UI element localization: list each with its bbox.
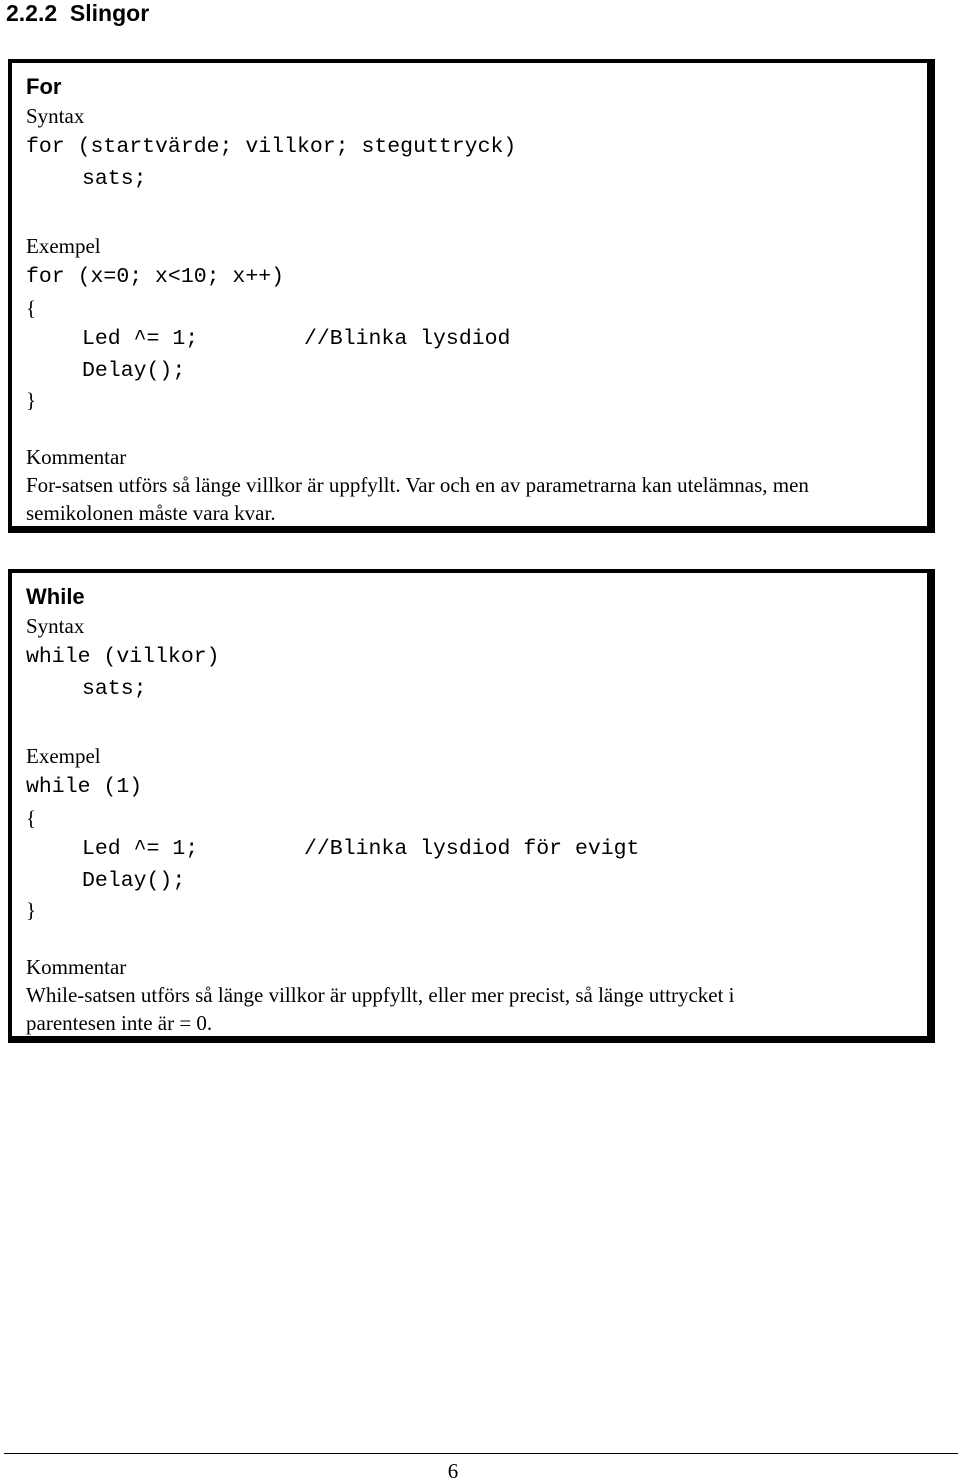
syntax-line: sats; [82, 167, 147, 191]
code-statement: Led ^= 1; [82, 837, 199, 861]
code-comment: //Blinka lysdiod [304, 327, 511, 351]
syntax-label: Syntax [26, 614, 85, 638]
example-label: Exempel [26, 744, 101, 768]
comment-text: For-satsen utförs så länge villkor är uppfyllt. Var och en av parametrarna kan utelämnas, men [26, 473, 809, 497]
code-brace-close: } [26, 898, 37, 922]
code-brace-open: { [26, 296, 37, 320]
comment-text: semikolonen måste vara kvar. [26, 501, 276, 525]
code-statement: Led ^= 1; [82, 327, 199, 351]
while-box [8, 569, 935, 1043]
comment-label: Kommentar [26, 445, 127, 469]
comment-text: While-satsen utförs så länge villkor är uppfyllt, eller mer precist, så länge uttrycket i [26, 983, 735, 1007]
comment-label: Kommentar [26, 955, 127, 979]
box-title: For [26, 74, 62, 99]
page-number: 6 [447, 1459, 459, 1483]
code-line: for (x=0; x<10; x++) [26, 265, 285, 289]
box-title: While [26, 584, 85, 609]
code-comment: //Blinka lysdiod för evigt [304, 837, 640, 861]
syntax-label: Syntax [26, 104, 85, 128]
code-statement: Delay(); [82, 359, 186, 383]
code-brace-open: { [26, 806, 37, 830]
code-line: while (1) [26, 775, 143, 799]
code-brace-close: } [26, 388, 37, 412]
comment-text: parentesen inte är = 0. [26, 1011, 213, 1035]
footer-divider [4, 1453, 958, 1454]
syntax-line: for (startvärde; villkor; steguttryck) [26, 135, 517, 159]
code-statement: Delay(); [82, 869, 186, 893]
syntax-line: while (villkor) [26, 645, 220, 669]
section-heading: 2.2.2 Slingor [6, 0, 150, 26]
for-box [8, 59, 935, 533]
example-label: Exempel [26, 234, 101, 258]
syntax-line: sats; [82, 677, 147, 701]
